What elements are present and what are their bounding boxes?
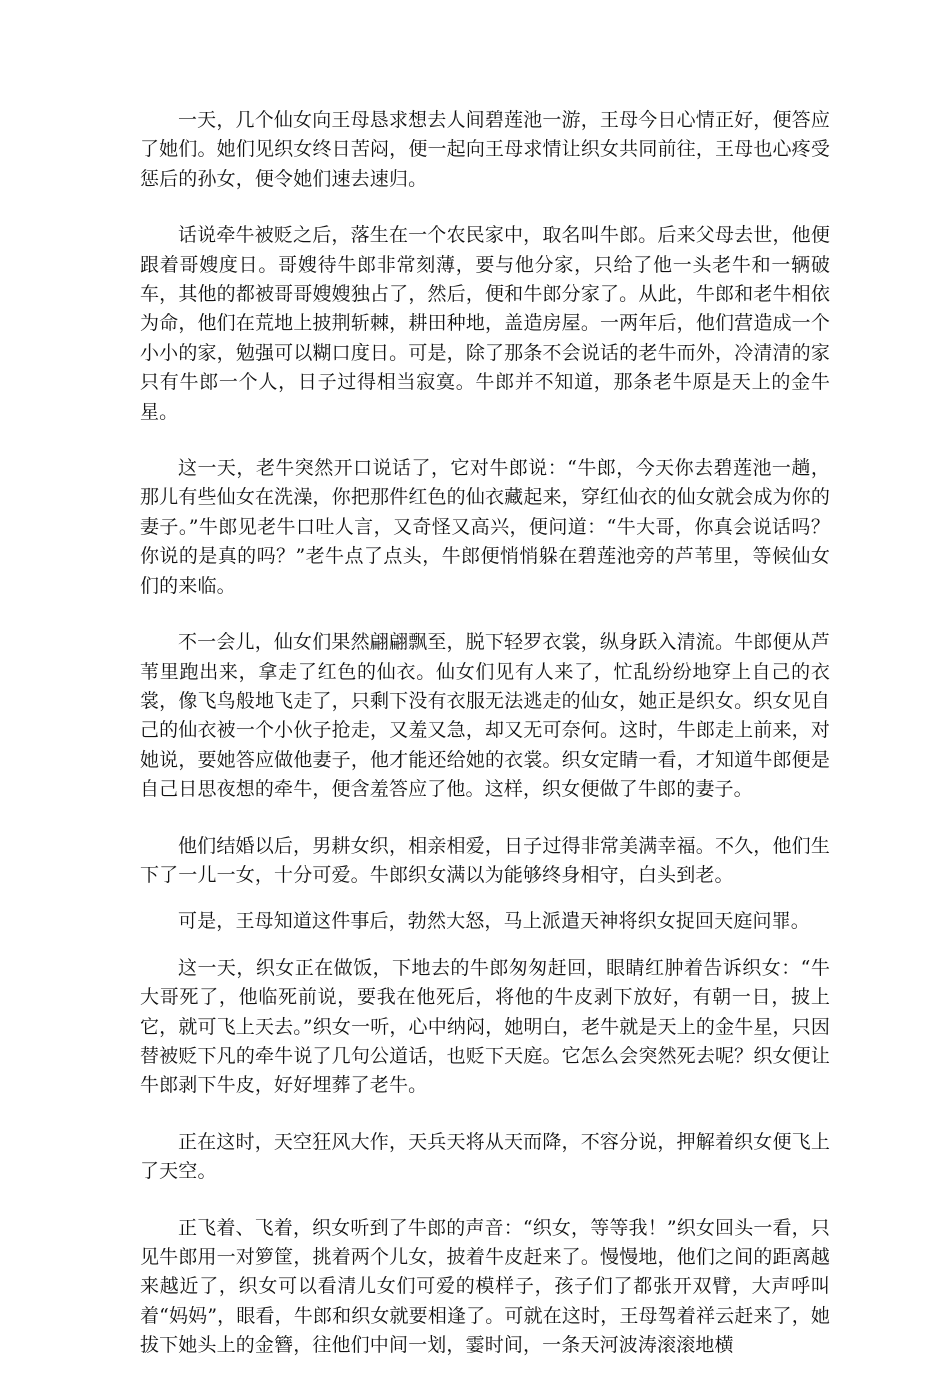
paragraph-9: 正飞着、飞着，织女听到了牛郎的声音：“织女，等等我！”织女回头一看，只见牛郎用一对箩筐，挑着两个儿女，披着牛皮赶来了。慢慢地，他们之间的距离越来越近了，织女可以看清儿女们可爱的模样子，孩子们了都张开双臂，大声呼叫着“妈妈”，眼看，牛郎和织女就要相逢了。可就在这时，王母驾着祥云赶来了，她拔下她头上的金簪，往他们中间一划，霎时间，一条天河波涛滚滚地横	[140, 1216, 830, 1357]
paragraph-7: 这一天，织女正在做饭，下地去的牛郎匆匆赶回，眼睛红肿着告诉织女：“牛大哥死了，他临死前说，要我在他死后，将他的牛皮剥下放好，有朝一日，披上它，就可飞上天去。”织女一听，心中纳闷，她明白，老牛就是天上的金牛星，只因替被贬下凡的牵牛说了几句公道话，也贬下天庭。它怎么会突然死去呢？织女便让牛郎剥下牛皮，好好埋葬了老牛。	[140, 956, 830, 1097]
paragraph-5: 他们结婚以后，男耕女织，相亲相爱，日子过得非常美满幸福。不久，他们生下了一儿一女，十分可爱。牛郎织女满以为能够终身相守，白头到老。	[140, 834, 830, 886]
paragraph-8: 正在这时，天空狂风大作，天兵天将从天而降，不容分说，押解着织女便飞上了天空。	[140, 1130, 830, 1183]
paragraph-4: 不一会儿，仙女们果然翩翩飘至，脱下轻罗衣裳，纵身跃入清流。牛郎便从芦苇里跑出来，拿走了红色的仙衣。仙女们见有人来了，忙乱纷纷地穿上自己的衣裳，像飞鸟般地飞走了，只剩下没有衣服无法逃走的仙女，她正是织女。织女见自己的仙衣被一个小伙子抢走，又羞又急，却又无可奈何。这时，牛郎走上前来，对她说，要她答应做他妻子，他才能还给她的衣裳。织女定睛一看，才知道牛郎便是自己日思夜想的牵牛，便含羞答应了他。这样，织女便做了牛郎的妻子。	[140, 631, 830, 801]
story-text	[140, 106, 830, 1388]
paragraph-3: 这一天，老牛突然开口说话了，它对牛郎说：“牛郎，今天你去碧莲池一趟，那儿有些仙女在洗澡，你把那件红色的仙衣藏起来，穿红仙衣的仙女就会成为你的妻子。”牛郎见老牛口吐人言，又奇怪又高兴，便问道：“牛大哥，你真会说话吗？你说的是真的吗？”老牛点了点头，牛郎便悄悄躲在碧莲池旁的芦苇里，等候仙女们的来临。	[140, 457, 830, 597]
paragraph-6: 可是，王母知道这件事后，勃然大怒，马上派遣天神将织女捉回天庭问罪。	[178, 910, 810, 933]
paragraph-1: 一天，几个仙女向王母恳求想去人间碧莲池一游，王母今日心情正好，便答应了她们。她们见织女终日苦闷，便一起向王母求情让织女共同前往，王母也心疼受惩后的孙女，便令她们速去速归。	[140, 109, 830, 190]
paragraph-2: 话说牵牛被贬之后，落生在一个农民家中，取名叫牛郎。后来父母去世，他便跟着哥嫂度日。哥嫂待牛郎非常刻薄，要与他分家，只给了他一头老牛和一辆破车，其他的都被哥哥嫂嫂独占了，然后，便和牛郎分家了。从此，牛郎和老牛相依为命，他们在荒地上披荆斩棘，耕田种地，盖造房屋。一两年后，他们营造成一个小小的家，勉强可以糊口度日。可是，除了那条不会说话的老牛而外，冷清清的家只有牛郎一个人，日子过得相当寂寞。牛郎并不知道，那条老牛原是天上的金牛星。	[140, 224, 830, 423]
